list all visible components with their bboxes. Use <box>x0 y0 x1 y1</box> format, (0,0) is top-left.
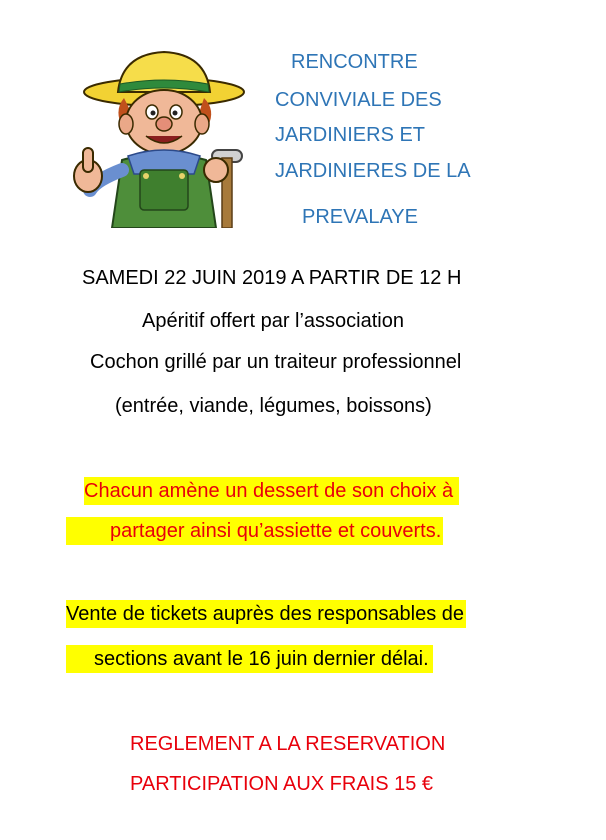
event-date: SAMEDI 22 JUIN 2019 A PARTIR DE 12 H <box>82 267 462 289</box>
title-line-2: CONVIVIALE DES <box>275 89 442 111</box>
aperitif-text: Apéritif offert par l’association <box>142 310 404 332</box>
title-line-1: RENCONTRE <box>291 51 418 73</box>
dessert-notice-line-2: partager ainsi qu’assiette et couverts. <box>66 517 443 545</box>
payment-line-2: PARTICIPATION AUX FRAIS 15 € <box>130 773 434 795</box>
title-line-3: JARDINIERS ET <box>275 124 426 146</box>
dessert-notice-line-1: Chacun amène un dessert de son choix à <box>84 477 459 505</box>
gardener-illustration-icon <box>66 40 262 228</box>
tickets-line-2: sections avant le 16 juin dernier délai. <box>66 645 433 673</box>
payment-line-1: REGLEMENT A LA RESERVATION <box>130 733 446 755</box>
title-line-5: PREVALAYE <box>302 206 418 228</box>
tickets-line-1: Vente de tickets auprès des responsables de <box>66 600 466 628</box>
menu-text: (entrée, viande, légumes, boissons) <box>115 395 432 417</box>
main-course-text: Cochon grillé par un traiteur professionnel <box>90 351 462 373</box>
title-line-4: JARDINIERES DE LA <box>275 160 471 182</box>
